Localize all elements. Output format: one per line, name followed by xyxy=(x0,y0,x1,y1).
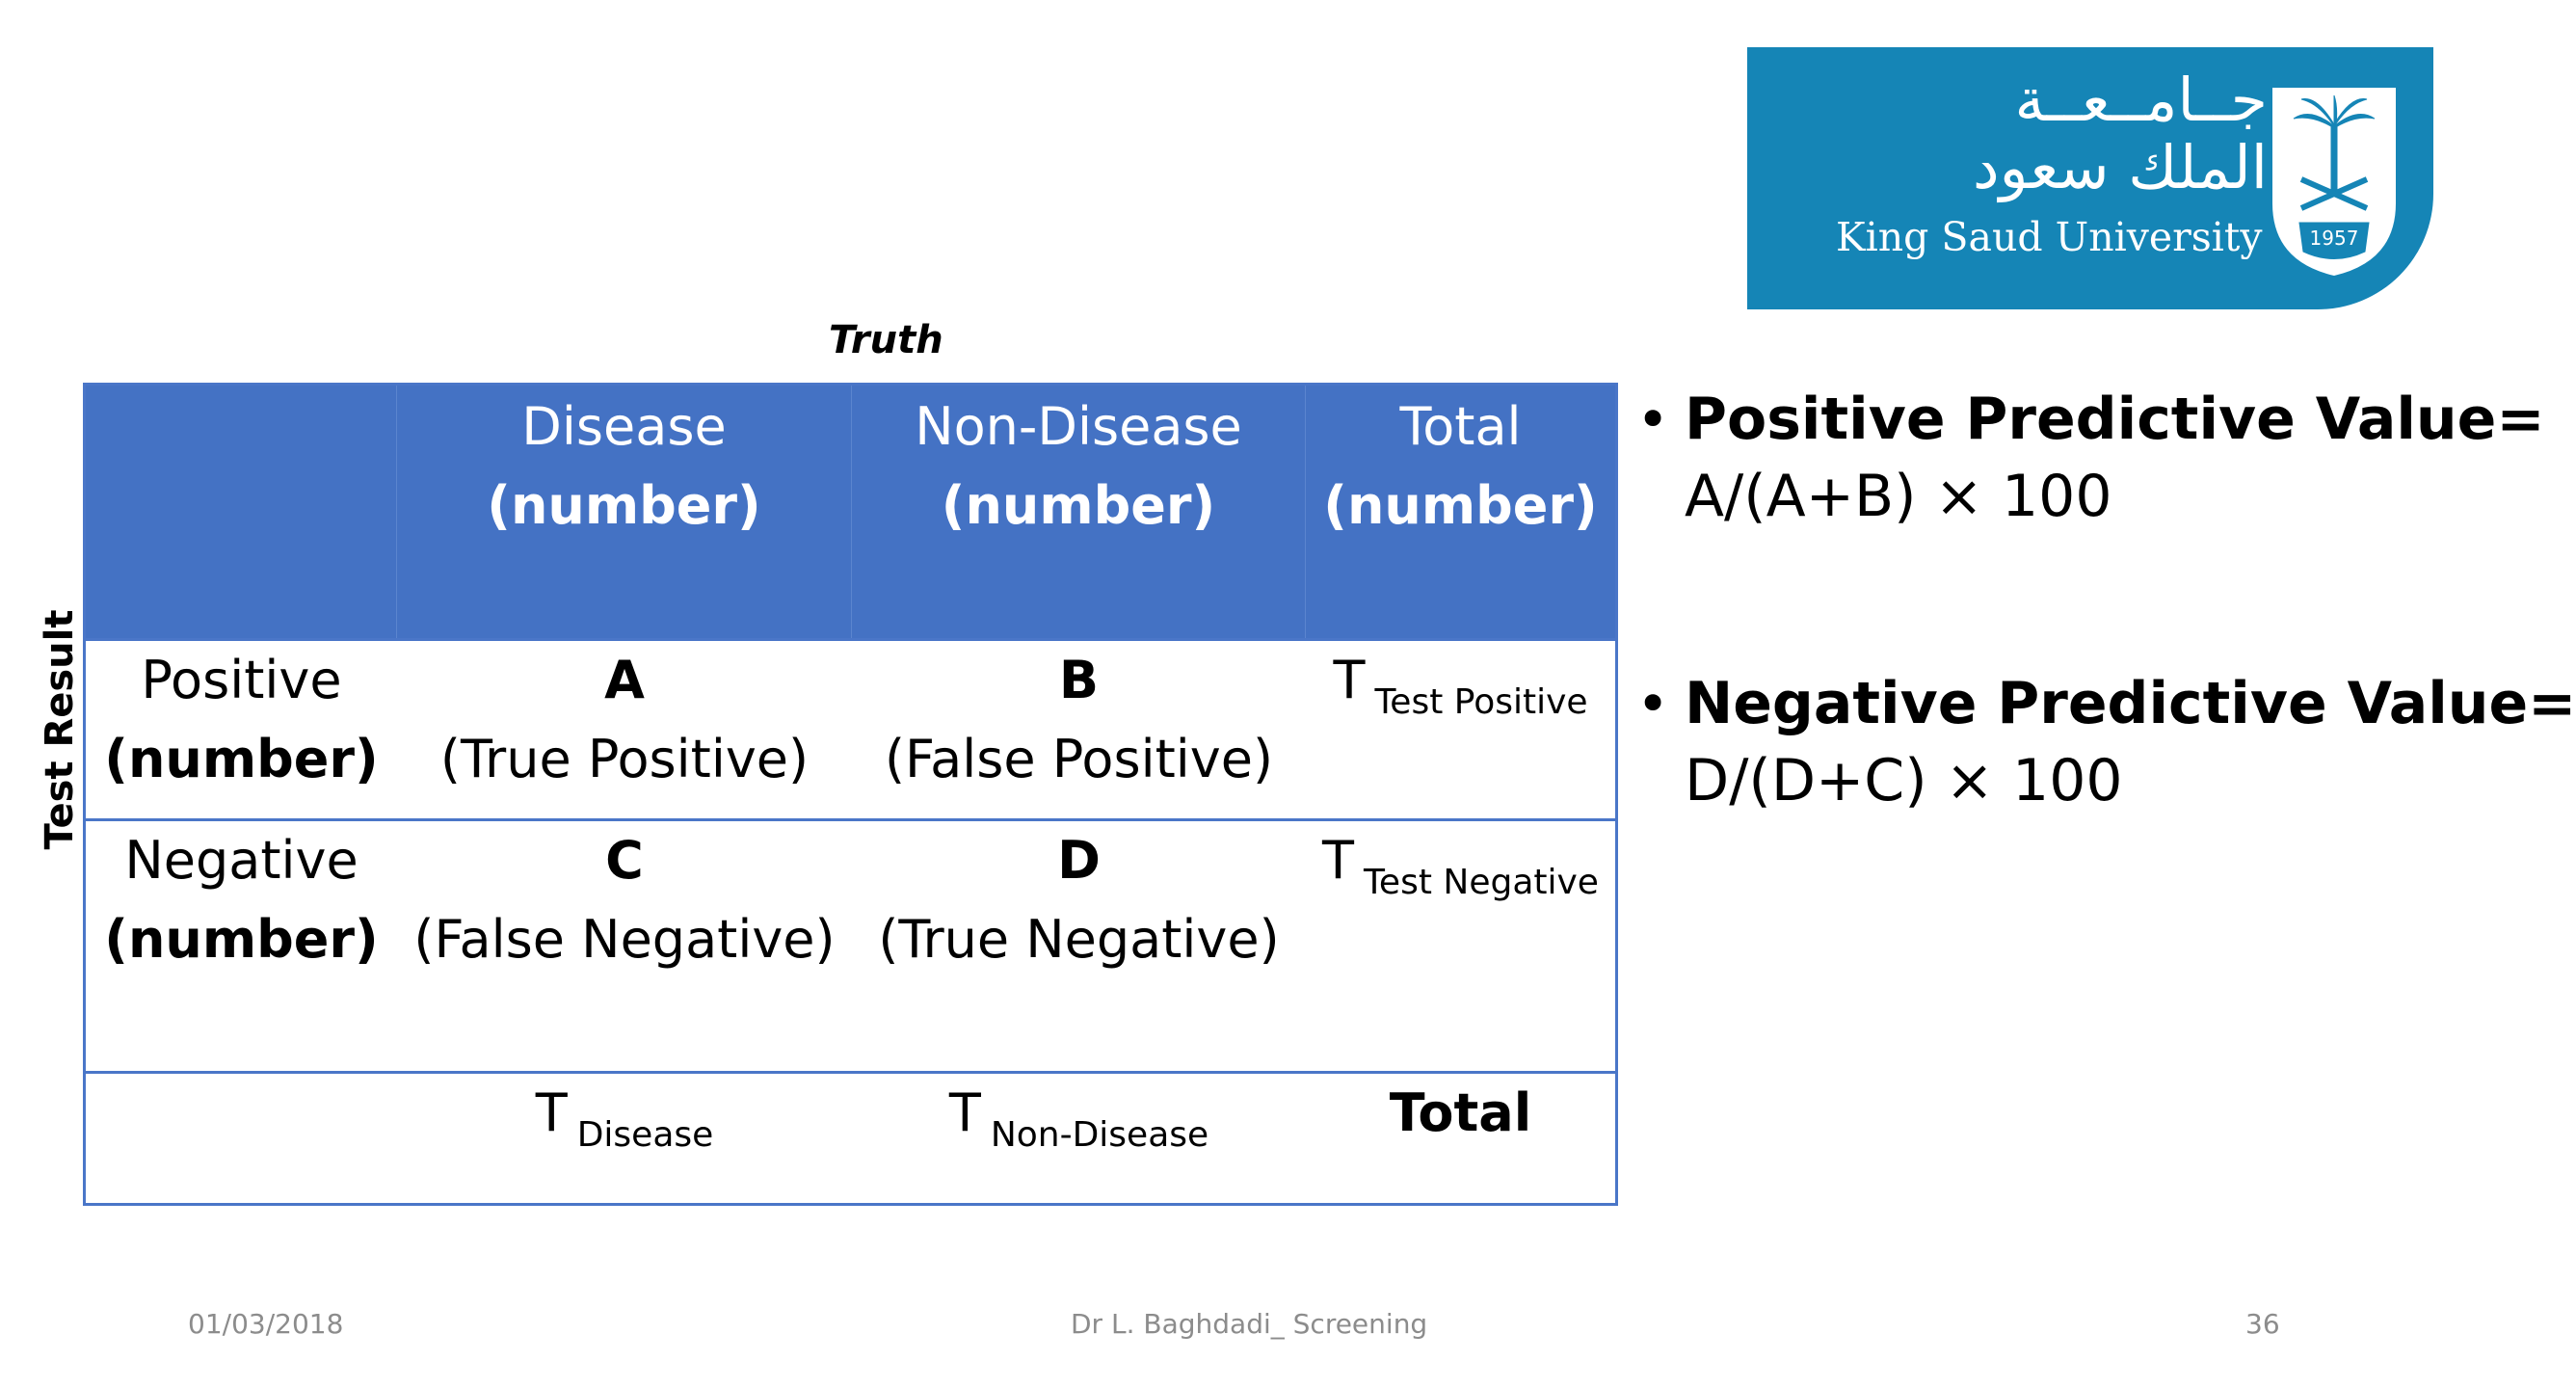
positive-label: Positive xyxy=(141,650,342,710)
logo-arabic-text xyxy=(1786,67,2268,201)
header-total-unit: (number) xyxy=(1323,475,1598,536)
header-disease-cell xyxy=(397,386,852,638)
total-nondisease-t: T xyxy=(948,1082,981,1143)
total-disease-sub: Disease xyxy=(576,1115,714,1155)
university-emblem-icon xyxy=(2263,68,2405,280)
cell-a-desc: (True Positive) xyxy=(439,729,810,789)
table-row-total xyxy=(86,1071,1615,1203)
header-nondisease-label: Non-Disease xyxy=(915,396,1242,457)
npv-formula: D/(D+C) × 100 xyxy=(1685,747,2123,814)
cell-total-disease xyxy=(397,1074,852,1203)
header-empty-cell xyxy=(86,386,397,638)
positive-unit: (number) xyxy=(104,729,379,789)
cell-c xyxy=(397,821,852,1071)
positive-label-cell xyxy=(86,641,397,818)
header-disease-label: Disease xyxy=(521,396,727,457)
grand-total-label: Total xyxy=(1389,1082,1532,1143)
cell-total-test-negative xyxy=(1306,821,1615,1071)
header-total-label: Total xyxy=(1399,396,1522,457)
logo-year: 1957 xyxy=(2309,227,2359,250)
header-nondisease-cell xyxy=(852,386,1306,638)
logo-english-name: King Saud University xyxy=(1836,214,2263,260)
cell-total-test-positive xyxy=(1306,641,1615,818)
total-test-positive-sub: Test Positive xyxy=(1374,682,1588,722)
footer-author: Dr L. Baghdadi_ Screening xyxy=(1071,1308,1428,1340)
footer-page-number: 36 xyxy=(2245,1308,2280,1340)
npv-title: Negative Predictive Value= xyxy=(1685,670,2576,737)
cell-d-desc: (True Negative) xyxy=(878,909,1280,970)
cell-c-desc: (False Negative) xyxy=(413,909,836,970)
total-disease-t: T xyxy=(535,1082,568,1143)
contingency-table xyxy=(83,383,1618,1206)
total-test-negative-sub: Test Negative xyxy=(1364,863,1599,902)
total-test-positive-t: T xyxy=(1333,650,1366,710)
header-disease-unit: (number) xyxy=(487,475,761,536)
header-nondisease-unit: (number) xyxy=(941,475,1216,536)
cell-b xyxy=(852,641,1306,818)
cell-a-letter: A xyxy=(604,650,645,710)
table-header-row xyxy=(86,386,1615,638)
cell-grand-total xyxy=(1306,1074,1615,1203)
cell-c-letter: C xyxy=(605,830,644,891)
logo-arabic-line2: الملك سعود xyxy=(1973,132,2268,202)
negative-label: Negative xyxy=(124,830,359,891)
negative-label-cell xyxy=(86,821,397,1071)
total-nondisease-sub: Non-Disease xyxy=(990,1115,1209,1155)
total-row-empty-cell xyxy=(86,1074,397,1203)
truth-label: Truth xyxy=(829,318,943,362)
cell-b-desc: (False Positive) xyxy=(884,729,1274,789)
table-row-negative xyxy=(86,818,1615,1071)
cell-total-nondisease xyxy=(852,1074,1306,1203)
bullet-dot-icon: • xyxy=(1636,387,1670,452)
bullet-dot-icon: • xyxy=(1636,671,1670,736)
footer-date: 01/03/2018 xyxy=(188,1308,344,1340)
cell-b-letter: B xyxy=(1058,650,1100,710)
cell-d xyxy=(852,821,1306,1071)
ppv-formula: A/(A+B) × 100 xyxy=(1685,463,2112,530)
cell-d-letter: D xyxy=(1057,830,1101,891)
king-saud-university-logo xyxy=(1747,47,2433,309)
negative-unit: (number) xyxy=(104,909,379,970)
cell-a xyxy=(397,641,852,818)
ppv-title: Positive Predictive Value= xyxy=(1685,386,2545,453)
header-total-cell xyxy=(1306,386,1615,638)
test-result-label: Test Result xyxy=(38,609,82,850)
total-test-negative-t: T xyxy=(1322,830,1355,891)
logo-arabic-line1: جــامــعــة xyxy=(2014,65,2268,135)
table-row-positive xyxy=(86,638,1615,818)
